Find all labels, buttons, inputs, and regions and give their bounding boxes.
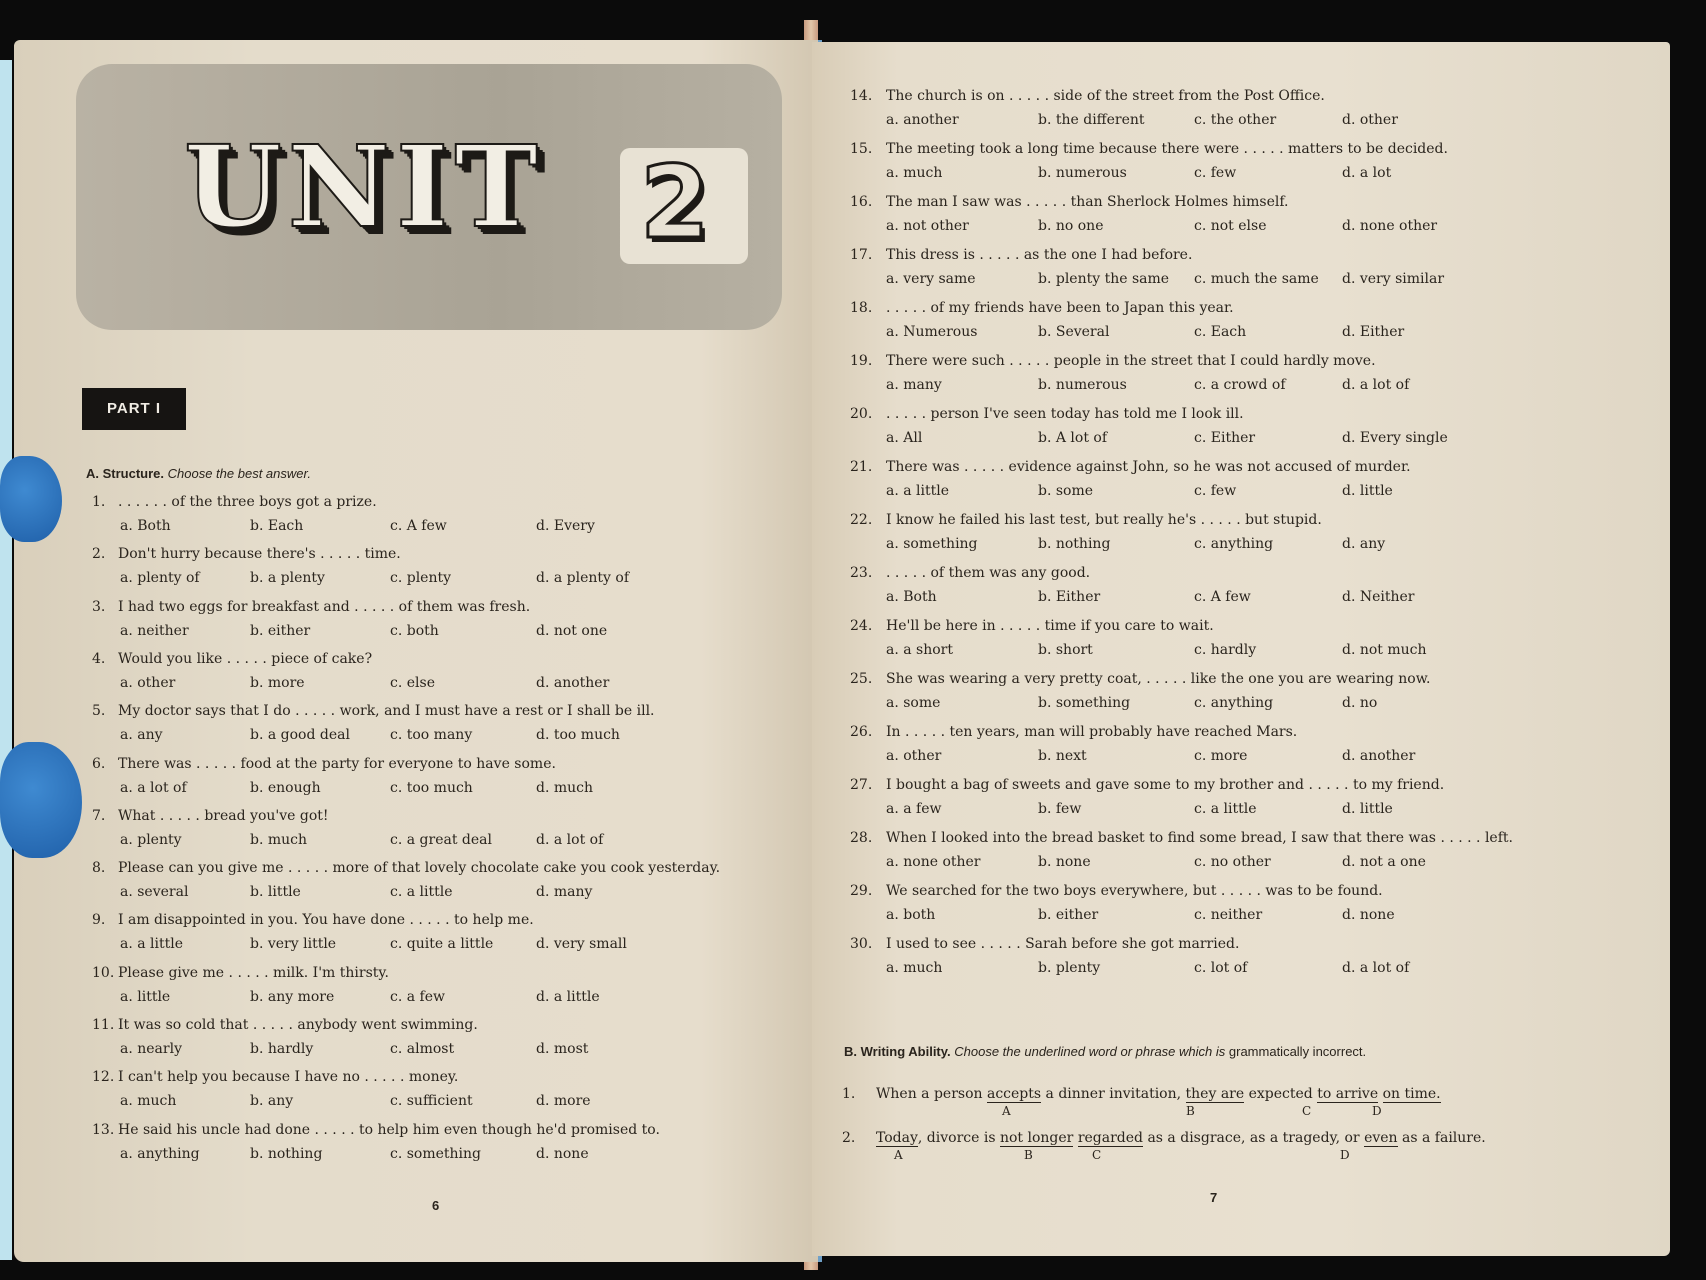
answer-option-a: a. a few bbox=[886, 801, 942, 817]
question-number: 8. bbox=[92, 860, 106, 877]
question-number: 2. bbox=[92, 546, 106, 563]
question-text: I had two eggs for breakfast and . . . . . of them was fresh. bbox=[118, 598, 531, 615]
question-item bbox=[14, 494, 822, 547]
question-item bbox=[812, 565, 1670, 618]
question-number: 12. bbox=[92, 1069, 115, 1086]
question-text: . . . . . . of the three boys got a prize. bbox=[118, 494, 377, 510]
answer-option-b: b. numerous bbox=[1038, 165, 1127, 181]
answer-option-a: a. plenty of bbox=[120, 570, 200, 587]
answer-option-c: c. few bbox=[1194, 165, 1237, 181]
answer-option-b: b. any bbox=[250, 1093, 294, 1110]
answer-option-a: a. much bbox=[886, 165, 943, 181]
answer-option-c: c. hardly bbox=[1194, 642, 1257, 658]
underlined-choice-c: regarded bbox=[1077, 1130, 1143, 1146]
unit-number: 2 bbox=[640, 144, 710, 261]
answer-option-d: d. a lot of bbox=[536, 831, 604, 848]
answer-option-d: d. not a one bbox=[1342, 854, 1426, 870]
question-item bbox=[14, 1122, 822, 1175]
thumb-glove-bottom bbox=[0, 742, 82, 858]
answer-option-d: d. no bbox=[1342, 695, 1378, 711]
answer-option-d: d. Every bbox=[536, 518, 595, 534]
question-text: I used to see . . . . . Sarah before she got married. bbox=[886, 936, 1240, 952]
answer-option-c: c. sufficient bbox=[390, 1093, 473, 1110]
question-text: I bought a bag of sweets and gave some to my brother and . . . . . to my friend. bbox=[886, 777, 1445, 793]
answer-option-b: b. the different bbox=[1038, 112, 1145, 128]
answer-option-a: a. other bbox=[886, 748, 942, 764]
question-item bbox=[14, 1017, 822, 1070]
answer-option-a: a. much bbox=[120, 1093, 177, 1110]
question-text: This dress is . . . . . as the one I had before. bbox=[886, 247, 1193, 263]
question-number: 9. bbox=[92, 912, 106, 929]
answer-option-c: c. both bbox=[390, 622, 439, 639]
choice-letter-c: C bbox=[1302, 1104, 1312, 1118]
answer-option-c: c. few bbox=[1194, 483, 1237, 499]
question-text: We searched for the two boys everywhere, but . . . . . was to be found. bbox=[886, 883, 1383, 899]
answer-option-c: c. anything bbox=[1194, 536, 1274, 552]
question-number: 14. bbox=[850, 88, 873, 104]
question-text: There were such . . . . . people in the street that I could hardly move. bbox=[886, 353, 1376, 369]
question-number: 25. bbox=[850, 671, 873, 687]
answer-option-a: a. another bbox=[886, 112, 959, 128]
answer-option-d: d. another bbox=[536, 674, 610, 691]
writing-ability-list bbox=[812, 1086, 1670, 1186]
answer-option-c: c. Either bbox=[1194, 430, 1256, 446]
answer-option-c: c. much the same bbox=[1194, 271, 1319, 287]
answer-option-a: a. other bbox=[120, 674, 176, 691]
answer-option-c: c. a great deal bbox=[390, 831, 492, 848]
page-number-right: 7 bbox=[1210, 1190, 1218, 1205]
answer-option-a: a. both bbox=[886, 907, 936, 923]
answer-option-a: a. Both bbox=[120, 518, 171, 534]
answer-option-d: d. many bbox=[536, 884, 593, 901]
sentence-part: as a disgrace, as a tragedy, or bbox=[1143, 1130, 1365, 1146]
answer-option-a: a. something bbox=[886, 536, 978, 552]
choice-letter-d: D bbox=[1372, 1104, 1382, 1118]
question-number: 10. bbox=[92, 964, 115, 981]
page-number-left: 6 bbox=[432, 1198, 440, 1213]
answer-option-c: c. something bbox=[390, 1145, 482, 1162]
question-number: 3. bbox=[92, 598, 106, 615]
answer-option-b: b. few bbox=[1038, 801, 1082, 817]
right-page bbox=[812, 42, 1670, 1256]
answer-option-d: d. a lot of bbox=[1342, 960, 1410, 976]
question-number: 27. bbox=[850, 777, 873, 793]
question-text: It was so cold that . . . . . anybody went swimming. bbox=[118, 1017, 478, 1033]
answer-option-d: d. not much bbox=[1342, 642, 1427, 658]
question-number: 29. bbox=[850, 883, 873, 899]
answer-option-b: b. any more bbox=[250, 988, 335, 1005]
question-text: Don't hurry because there's . . . . . time. bbox=[118, 546, 401, 563]
question-item bbox=[812, 88, 1670, 141]
question-number: 7. bbox=[92, 807, 106, 824]
answer-option-a: a. not other bbox=[886, 218, 969, 234]
unit-number-box bbox=[620, 144, 748, 264]
answer-option-d: d. another bbox=[1342, 748, 1416, 764]
underlined-choice-b: not longer bbox=[999, 1130, 1074, 1146]
answer-option-c: c. almost bbox=[390, 1041, 455, 1057]
answer-option-a: a. plenty bbox=[120, 831, 182, 848]
sentence-part: expected bbox=[1244, 1086, 1318, 1102]
choice-letter-b: B bbox=[1186, 1104, 1195, 1118]
answer-option-d: d. little bbox=[1342, 801, 1393, 817]
answer-option-d: d. none bbox=[536, 1145, 589, 1162]
answer-option-d: d. a lot bbox=[1342, 165, 1392, 181]
question-number: 18. bbox=[850, 300, 873, 316]
answer-option-a: a. little bbox=[120, 988, 171, 1005]
answer-option-b: b. plenty the same bbox=[1038, 271, 1170, 287]
answer-option-a: a. a lot of bbox=[120, 779, 187, 796]
question-number: 22. bbox=[850, 512, 873, 528]
answer-option-c: c. too many bbox=[390, 727, 473, 744]
item-number: 1. bbox=[842, 1086, 856, 1102]
thumb-glove-top bbox=[0, 456, 62, 542]
unit-title: UNIT bbox=[184, 122, 544, 253]
answer-option-c: c. lot of bbox=[1194, 960, 1248, 976]
question-text: The church is on . . . . . side of the street from the Post Office. bbox=[886, 88, 1325, 104]
answer-option-d: d. much bbox=[536, 779, 594, 796]
question-item bbox=[812, 883, 1670, 936]
answer-option-c: c. A few bbox=[390, 518, 447, 534]
answer-option-b: b. a plenty bbox=[250, 570, 325, 587]
answer-option-c: c. no other bbox=[1194, 854, 1271, 870]
part-label: PART I bbox=[82, 388, 186, 430]
book-edge bbox=[0, 60, 12, 1260]
answer-option-b: b. very little bbox=[250, 936, 337, 953]
choice-letter-d: D bbox=[1340, 1148, 1350, 1162]
left-page bbox=[14, 40, 822, 1262]
question-number: 15. bbox=[850, 141, 873, 157]
question-item bbox=[14, 912, 822, 965]
section-b-label: B. Writing Ability. bbox=[844, 1044, 951, 1059]
question-text: I am disappointed in you. You have done . . . . . to help me. bbox=[118, 912, 534, 929]
answer-option-d: d. other bbox=[1342, 112, 1398, 128]
question-number: 21. bbox=[850, 459, 873, 475]
answer-option-c: c. a little bbox=[390, 884, 453, 901]
unit-banner bbox=[76, 64, 782, 330]
answer-option-c: c. more bbox=[1194, 748, 1248, 764]
answer-option-b: b. numerous bbox=[1038, 377, 1127, 393]
answer-option-a: a. very same bbox=[886, 271, 976, 287]
answer-option-a: a. nearly bbox=[120, 1041, 182, 1057]
question-number: 1. bbox=[92, 494, 106, 510]
answer-option-b: b. A lot of bbox=[1038, 430, 1108, 446]
answer-option-d: d. too much bbox=[536, 727, 620, 744]
question-number: 17. bbox=[850, 247, 873, 263]
answer-option-a: a. some bbox=[886, 695, 941, 711]
answer-option-d: d. Neither bbox=[1342, 589, 1415, 605]
question-item bbox=[812, 353, 1670, 406]
section-b-instruction: Choose the underlined word or phrase which is bbox=[954, 1044, 1226, 1059]
answer-option-b: b. enough bbox=[250, 779, 321, 796]
underlined-choice-a: accepts bbox=[986, 1086, 1042, 1102]
answer-option-d: d. more bbox=[536, 1093, 591, 1110]
question-item bbox=[812, 194, 1670, 247]
answer-option-c: c. a few bbox=[390, 988, 445, 1005]
answer-option-c: c. not else bbox=[1194, 218, 1267, 234]
answer-option-c: c. neither bbox=[1194, 907, 1263, 923]
answer-option-a: a. none other bbox=[886, 854, 981, 870]
question-number: 26. bbox=[850, 724, 873, 740]
answer-option-b: b. none bbox=[1038, 854, 1091, 870]
question-item bbox=[812, 247, 1670, 300]
question-text: There was . . . . . food at the party for everyone to have some. bbox=[118, 755, 556, 772]
answer-option-d: d. Every single bbox=[1342, 430, 1448, 446]
answer-option-b: b. more bbox=[250, 674, 305, 691]
answer-option-b: b. Either bbox=[1038, 589, 1101, 605]
answer-option-a: a. Both bbox=[886, 589, 937, 605]
question-item bbox=[812, 406, 1670, 459]
choice-letter-b: B bbox=[1024, 1148, 1033, 1162]
answer-option-b: b. hardly bbox=[250, 1041, 314, 1057]
question-number: 5. bbox=[92, 703, 106, 720]
answer-option-d: d. Either bbox=[1342, 324, 1405, 340]
answer-option-a: a. several bbox=[120, 884, 189, 901]
question-item bbox=[812, 141, 1670, 194]
question-text: Would you like . . . . . piece of cake? bbox=[118, 650, 373, 667]
question-text: Please give me . . . . . milk. I'm thirsty. bbox=[118, 964, 389, 981]
answer-option-b: b. no one bbox=[1038, 218, 1104, 234]
answer-option-b: b. next bbox=[1038, 748, 1087, 764]
question-number: 28. bbox=[850, 830, 873, 846]
question-number: 19. bbox=[850, 353, 873, 369]
question-item bbox=[14, 860, 822, 913]
section-a-instruction: Choose the best answer. bbox=[167, 466, 311, 481]
question-item bbox=[812, 300, 1670, 353]
question-text: There was . . . . . evidence against John, so he was not accused of murder. bbox=[886, 459, 1411, 475]
answer-option-b: b. something bbox=[1038, 695, 1131, 711]
question-text: He'll be here in . . . . . time if you care to wait. bbox=[886, 618, 1214, 634]
question-text: Please can you give me . . . . . more of that lovely chocolate cake you cook yesterday. bbox=[118, 860, 721, 877]
answer-option-d: d. not one bbox=[536, 622, 608, 639]
question-item bbox=[812, 618, 1670, 671]
answer-option-a: a. All bbox=[886, 430, 923, 446]
question-item bbox=[14, 965, 822, 1018]
answer-option-c: c. quite a little bbox=[390, 936, 494, 953]
question-item bbox=[812, 777, 1670, 830]
question-item bbox=[14, 1069, 822, 1122]
underlined-choice-c: to arrive bbox=[1317, 1086, 1379, 1102]
question-number: 4. bbox=[92, 650, 106, 667]
question-text: He said his uncle had done . . . . . to help him even though he'd promised to. bbox=[118, 1121, 660, 1138]
question-text: I know he failed his last test, but really he's . . . . . but stupid. bbox=[886, 512, 1322, 528]
question-number: 16. bbox=[850, 194, 873, 210]
answer-option-b: b. little bbox=[250, 884, 301, 901]
question-number: 13. bbox=[92, 1121, 115, 1138]
question-item bbox=[812, 830, 1670, 883]
question-number: 20. bbox=[850, 406, 873, 422]
question-item bbox=[812, 671, 1670, 724]
answer-option-b: b. much bbox=[250, 831, 308, 848]
question-text: The man I saw was . . . . . than Sherlock Holmes himself. bbox=[886, 194, 1289, 210]
question-item bbox=[14, 756, 822, 809]
answer-option-c: c. a little bbox=[1194, 801, 1257, 817]
question-text: In . . . . . ten years, man will probably have reached Mars. bbox=[886, 724, 1298, 740]
question-list-right bbox=[812, 88, 1670, 988]
answer-option-a: a. a little bbox=[120, 936, 184, 953]
answer-option-a: a. a little bbox=[886, 483, 950, 499]
answer-option-a: a. Numerous bbox=[886, 324, 978, 340]
question-number: 23. bbox=[850, 565, 873, 581]
question-number: 24. bbox=[850, 618, 873, 634]
answer-option-b: b. a good deal bbox=[250, 727, 350, 744]
answer-option-d: d. any bbox=[1342, 536, 1386, 552]
answer-option-a: a. a short bbox=[886, 642, 953, 658]
item-number: 2. bbox=[842, 1130, 856, 1146]
question-item bbox=[812, 512, 1670, 565]
underlined-choice-d: on time. bbox=[1382, 1086, 1441, 1102]
answer-option-d: d. a plenty of bbox=[536, 570, 629, 587]
answer-option-c: c. the other bbox=[1194, 112, 1277, 128]
answer-option-d: d. a little bbox=[536, 988, 600, 1005]
question-text: I can't help you because I have no . . . . . money. bbox=[118, 1069, 459, 1086]
answer-option-c: c. Each bbox=[1194, 324, 1247, 340]
answer-option-b: b. some bbox=[1038, 483, 1094, 499]
question-text: She was wearing a very pretty coat, . . . . . like the one you are wearing now. bbox=[886, 671, 1431, 687]
section-a-heading bbox=[86, 466, 311, 481]
answer-option-b: b. either bbox=[1038, 907, 1099, 923]
answer-option-b: b. Each bbox=[250, 518, 304, 534]
answer-option-b: b. Several bbox=[1038, 324, 1110, 340]
answer-option-c: c. else bbox=[390, 674, 435, 691]
question-number: 6. bbox=[92, 755, 106, 772]
answer-option-d: d. none other bbox=[1342, 218, 1438, 234]
question-list-left bbox=[14, 494, 822, 1214]
answer-option-a: a. much bbox=[886, 960, 943, 976]
sentence-part: , divorce is bbox=[917, 1130, 1000, 1146]
choice-letter-a: A bbox=[1002, 1104, 1011, 1118]
sentence-part: as a failure. bbox=[1397, 1130, 1486, 1146]
answer-option-c: c. A few bbox=[1194, 589, 1251, 605]
answer-option-c: c. anything bbox=[1194, 695, 1274, 711]
question-item bbox=[14, 546, 822, 599]
sentence-part: When a person bbox=[876, 1086, 987, 1102]
answer-option-c: c. too much bbox=[390, 779, 473, 796]
sentence-part: a dinner invitation, bbox=[1041, 1086, 1186, 1102]
question-item bbox=[14, 651, 822, 704]
question-item bbox=[14, 703, 822, 756]
underlined-choice-d: even bbox=[1364, 1130, 1398, 1146]
question-item bbox=[14, 599, 822, 652]
answer-option-d: d. very small bbox=[536, 936, 627, 953]
section-a-label: A. Structure. bbox=[86, 466, 165, 481]
answer-option-d: d. most bbox=[536, 1041, 589, 1057]
question-text: . . . . . of them was any good. bbox=[886, 565, 1091, 581]
answer-option-d: d. none bbox=[1342, 907, 1395, 923]
question-number: 30. bbox=[850, 936, 873, 952]
answer-option-d: d. very similar bbox=[1342, 271, 1445, 287]
question-item bbox=[14, 808, 822, 861]
question-text: What . . . . . bread you've got! bbox=[118, 807, 329, 824]
choice-letter-a: A bbox=[894, 1148, 903, 1162]
section-b-instruction-end: grammatically incorrect. bbox=[1228, 1044, 1367, 1059]
question-text: When I looked into the bread basket to find some bread, I saw that there was . . . . . left. bbox=[886, 830, 1513, 846]
choice-letter-c: C bbox=[1092, 1148, 1102, 1162]
question-item bbox=[812, 936, 1670, 989]
answer-option-d: d. little bbox=[1342, 483, 1393, 499]
answer-option-b: b. nothing bbox=[1038, 536, 1111, 552]
question-text: . . . . . person I've seen today has told me I look ill. bbox=[886, 406, 1244, 422]
answer-option-b: b. nothing bbox=[250, 1145, 323, 1162]
underlined-choice-b: they are bbox=[1185, 1086, 1245, 1102]
answer-option-a: a. any bbox=[120, 727, 163, 744]
question-number: 11. bbox=[92, 1017, 115, 1033]
answer-option-c: c. plenty bbox=[390, 570, 452, 587]
answer-option-a: a. anything bbox=[120, 1145, 200, 1162]
answer-option-c: c. a crowd of bbox=[1194, 377, 1286, 393]
section-b-heading bbox=[844, 1044, 1366, 1059]
answer-option-b: b. either bbox=[250, 622, 311, 639]
question-text: . . . . . of my friends have been to Japan this year. bbox=[886, 300, 1234, 316]
question-text: My doctor says that I do . . . . . work, and I must have a rest or I shall be ill. bbox=[118, 703, 655, 720]
answer-option-b: b. plenty bbox=[1038, 960, 1101, 976]
answer-option-d: d. a lot of bbox=[1342, 377, 1410, 393]
answer-option-b: b. short bbox=[1038, 642, 1093, 658]
question-item bbox=[812, 724, 1670, 777]
writing-item bbox=[842, 1086, 1441, 1103]
answer-option-a: a. many bbox=[886, 377, 942, 393]
writing-item bbox=[842, 1130, 1486, 1147]
underlined-choice-a: Today bbox=[876, 1130, 918, 1146]
question-text: The meeting took a long time because there were . . . . . matters to be decided. bbox=[886, 141, 1448, 157]
question-item bbox=[812, 459, 1670, 512]
answer-option-a: a. neither bbox=[120, 622, 189, 639]
